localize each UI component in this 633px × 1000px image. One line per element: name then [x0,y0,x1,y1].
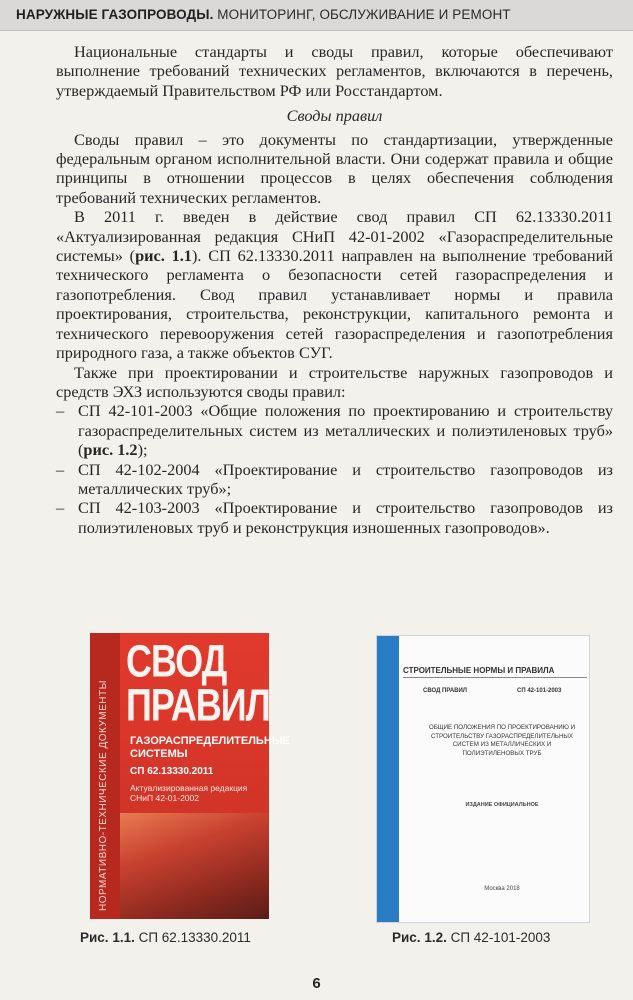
cover-subtitle: ГАЗОРАСПРЕДЕЛИТЕЛЬНЫЕ СИСТЕМЫ [130,735,290,760]
running-header [0,0,633,31]
list-item-text-a: СП 42-103-2003 «Проектирование и строительство газопроводов из полиэтиленовых труб и реконструкция изношенных газопроводов». [78,498,613,537]
caption-2-label: Рис. 1.2. [392,930,447,945]
paragraph-3 [56,207,613,362]
list-item-text-a: СП 42-101-2003 «Общие положения по проектированию и строительству газораспределительных систем из металлических и полиэтиленовых труб» ( [78,401,613,460]
figure-1-cover [90,633,290,919]
paragraph-2: Своды правил – это документы по стандартизации, утвержденные федеральным органом исполнительной власти. Они содержат правила и общие принципы в отношении процессов в целях обеспечения соблюдения требований технических регламентов. [56,129,613,207]
paragraph-3-part-b: ). СП 62.13330.2011 направлен на выполнение требований технического регламента о безопасности сетей газораспределения и газопотребления. Свод правил устанавливает нормы и правила проектирования, строительства, реконструкции, капитального ремонта и технического перевооружения сетей газораспределения и газопотребления природного газа, а также объектов СУГ. [56,246,613,363]
cover-title-line-1: СВОД [126,635,227,687]
cover-code: СП 62.13330.2011 [130,766,214,777]
list-dash: – [56,498,65,518]
list-dash: – [56,401,65,421]
figure-ref-1-2: рис. 1.2 [83,440,138,460]
cover-blue-bar [377,636,399,922]
cover-series: СТРОИТЕЛЬНЫЕ НОРМЫ И ПРАВИЛА [403,666,587,678]
paragraph-1: Национальные стандарты и своды правил, которые обеспечивают выполнение требований технических регламентов, включаются в перечень, утверждаемый Правительством РФ или Росстандартом. [56,42,613,100]
figure-2-cover [376,635,590,923]
figure-1-caption [80,930,251,945]
paragraph-3-part-a: В 2011 г. введен в действие свод правил СП 62.13330.2011 «Актуализированная редакция СНиП 42-01-2002 «Газораспределительные системы» ( [56,207,613,266]
header-title-rest: МОНИТОРИНГ, ОБСЛУЖИВАНИЕ И РЕМОНТ [213,7,511,22]
figure-ref-1-1: рис. 1.1 [135,246,192,266]
body-text [56,42,613,537]
list-item-text-b: ); [137,440,148,460]
cover-code: СП 42-101-2003 [517,688,562,694]
cover-title: ОБЩИЕ ПОЛОЖЕНИЯ ПО ПРОЕКТИРОВАНИЮ И СТРОИТЕЛЬСТВУ ГАЗОРАСПРЕДЕЛИТЕЛЬНЫХ СИСТЕМ ИЗ МЕТАЛЛИЧЕСКИХ И ПОЛИЭТИЛЕНОВЫХ ТРУБ [428,724,576,757]
page-number: 6 [312,975,321,992]
cover-vertical-text: НОРМАТИВНО-ТЕХНИЧЕСКИЕ ДОКУМЕНТЫ [98,680,109,911]
list-dash: – [56,459,65,479]
figure-2-caption [392,930,550,945]
list-item [56,460,613,499]
paragraph-4: Также при проектировании и строительстве наружных газопроводов и средств ЭХЗ используются своды правил: [56,362,613,401]
cover-official: ИЗДАНИЕ ОФИЦИАЛЬНОЕ [465,802,539,808]
cover-city-year: Москва 2018 [484,886,520,892]
cover-edition: Актуализированная редакция СНиП 42-01-2002 [130,783,248,803]
caption-1-label: Рис. 1.1. [80,930,135,945]
section-title: Своды правил [286,106,383,126]
caption-1-text: СП 62.13330.2011 [134,930,251,945]
cover-title-line-2: ПРАВИЛ [126,679,270,731]
running-header-text [16,0,511,30]
header-title-bold: НАРУЖНЫЕ ГАЗОПРОВОДЫ. [16,7,214,22]
list-item [56,401,613,459]
list-item [56,498,613,537]
list-item-text-a: СП 42-102-2004 «Проектирование и строительство газопроводов из металлических труб»; [78,459,613,498]
cover-type: СВОД ПРАВИЛ [423,688,468,694]
cover-photo [120,813,269,919]
standards-list [56,401,613,537]
caption-2-text: СП 42-101-2003 [446,930,551,945]
